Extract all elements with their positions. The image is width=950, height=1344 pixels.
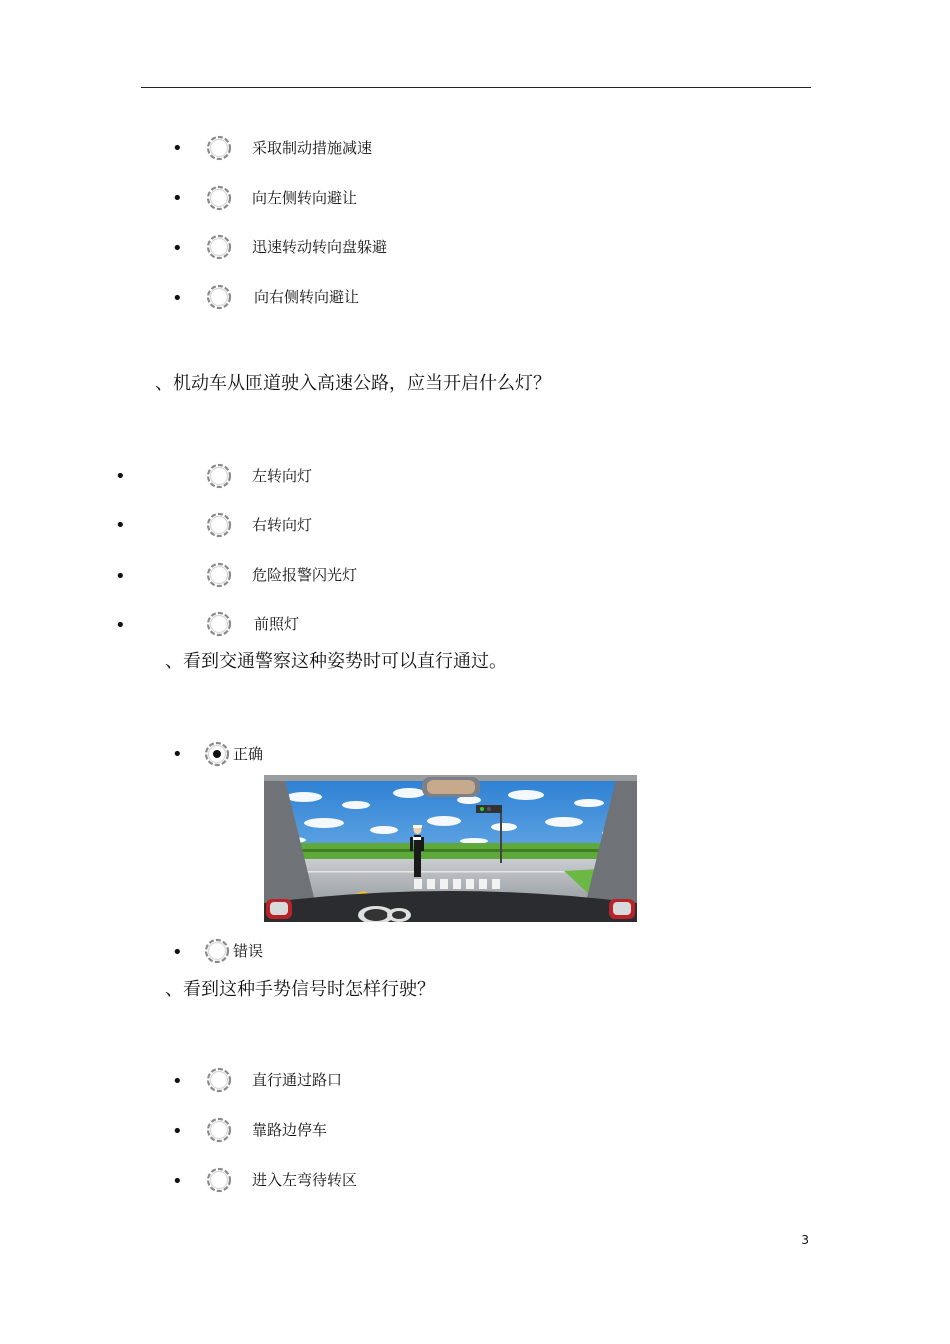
header-rule [141,87,811,88]
option-label[interactable]: 采取制动措施减速 [252,139,373,157]
bullet: • [115,515,126,536]
radio-button-selected[interactable] [203,740,231,768]
bullet: • [172,188,183,209]
radio-button[interactable] [205,1166,233,1194]
radio-button[interactable] [205,610,233,638]
option-label[interactable]: 进入左弯待转区 [252,1171,358,1189]
option-label[interactable]: 向左侧转向避让 [252,189,358,207]
question-title: 、看到这种手势信号时怎样行驶？ [165,979,435,1000]
option-label[interactable]: 靠路边停车 [252,1121,328,1139]
bullet: • [115,566,126,587]
bullet: • [172,942,183,963]
radio-button[interactable] [205,233,233,261]
traffic-police-scene-image [264,775,637,922]
bullet: • [115,615,126,636]
option-label[interactable]: 迅速转动转向盘躲避 [252,238,388,256]
option-label[interactable]: 向右侧转向避让 [254,288,360,306]
option-label[interactable]: 危险报警闪光灯 [252,566,358,584]
bullet: • [172,744,183,765]
radio-button[interactable] [205,561,233,589]
bullet: • [172,238,183,259]
question-title: 、看到交通警察这种姿势时可以直行通过。 [165,651,507,672]
bullet: • [172,138,183,159]
page-number: 3 [801,1233,809,1247]
question-title: 、机动车从匝道驶入高速公路，应当开启什么灯？ [155,373,551,394]
radio-button[interactable] [205,283,233,311]
option-label[interactable]: 前照灯 [254,615,300,633]
radio-button[interactable] [205,184,233,212]
option-label[interactable]: 错误 [233,942,264,960]
option-label[interactable]: 左转向灯 [252,467,313,485]
radio-button[interactable] [203,937,231,965]
bullet: • [172,1121,183,1142]
bullet: • [172,1171,183,1192]
radio-button[interactable] [205,1116,233,1144]
radio-button[interactable] [205,462,233,490]
option-label[interactable]: 直行通过路口 [252,1071,343,1089]
option-label[interactable]: 右转向灯 [252,516,313,534]
radio-button[interactable] [205,134,233,162]
radio-button[interactable] [205,1066,233,1094]
bullet: • [172,288,183,309]
radio-button[interactable] [205,511,233,539]
bullet: • [172,1071,183,1092]
option-label[interactable]: 正确 [233,745,264,763]
bullet: • [115,466,126,487]
